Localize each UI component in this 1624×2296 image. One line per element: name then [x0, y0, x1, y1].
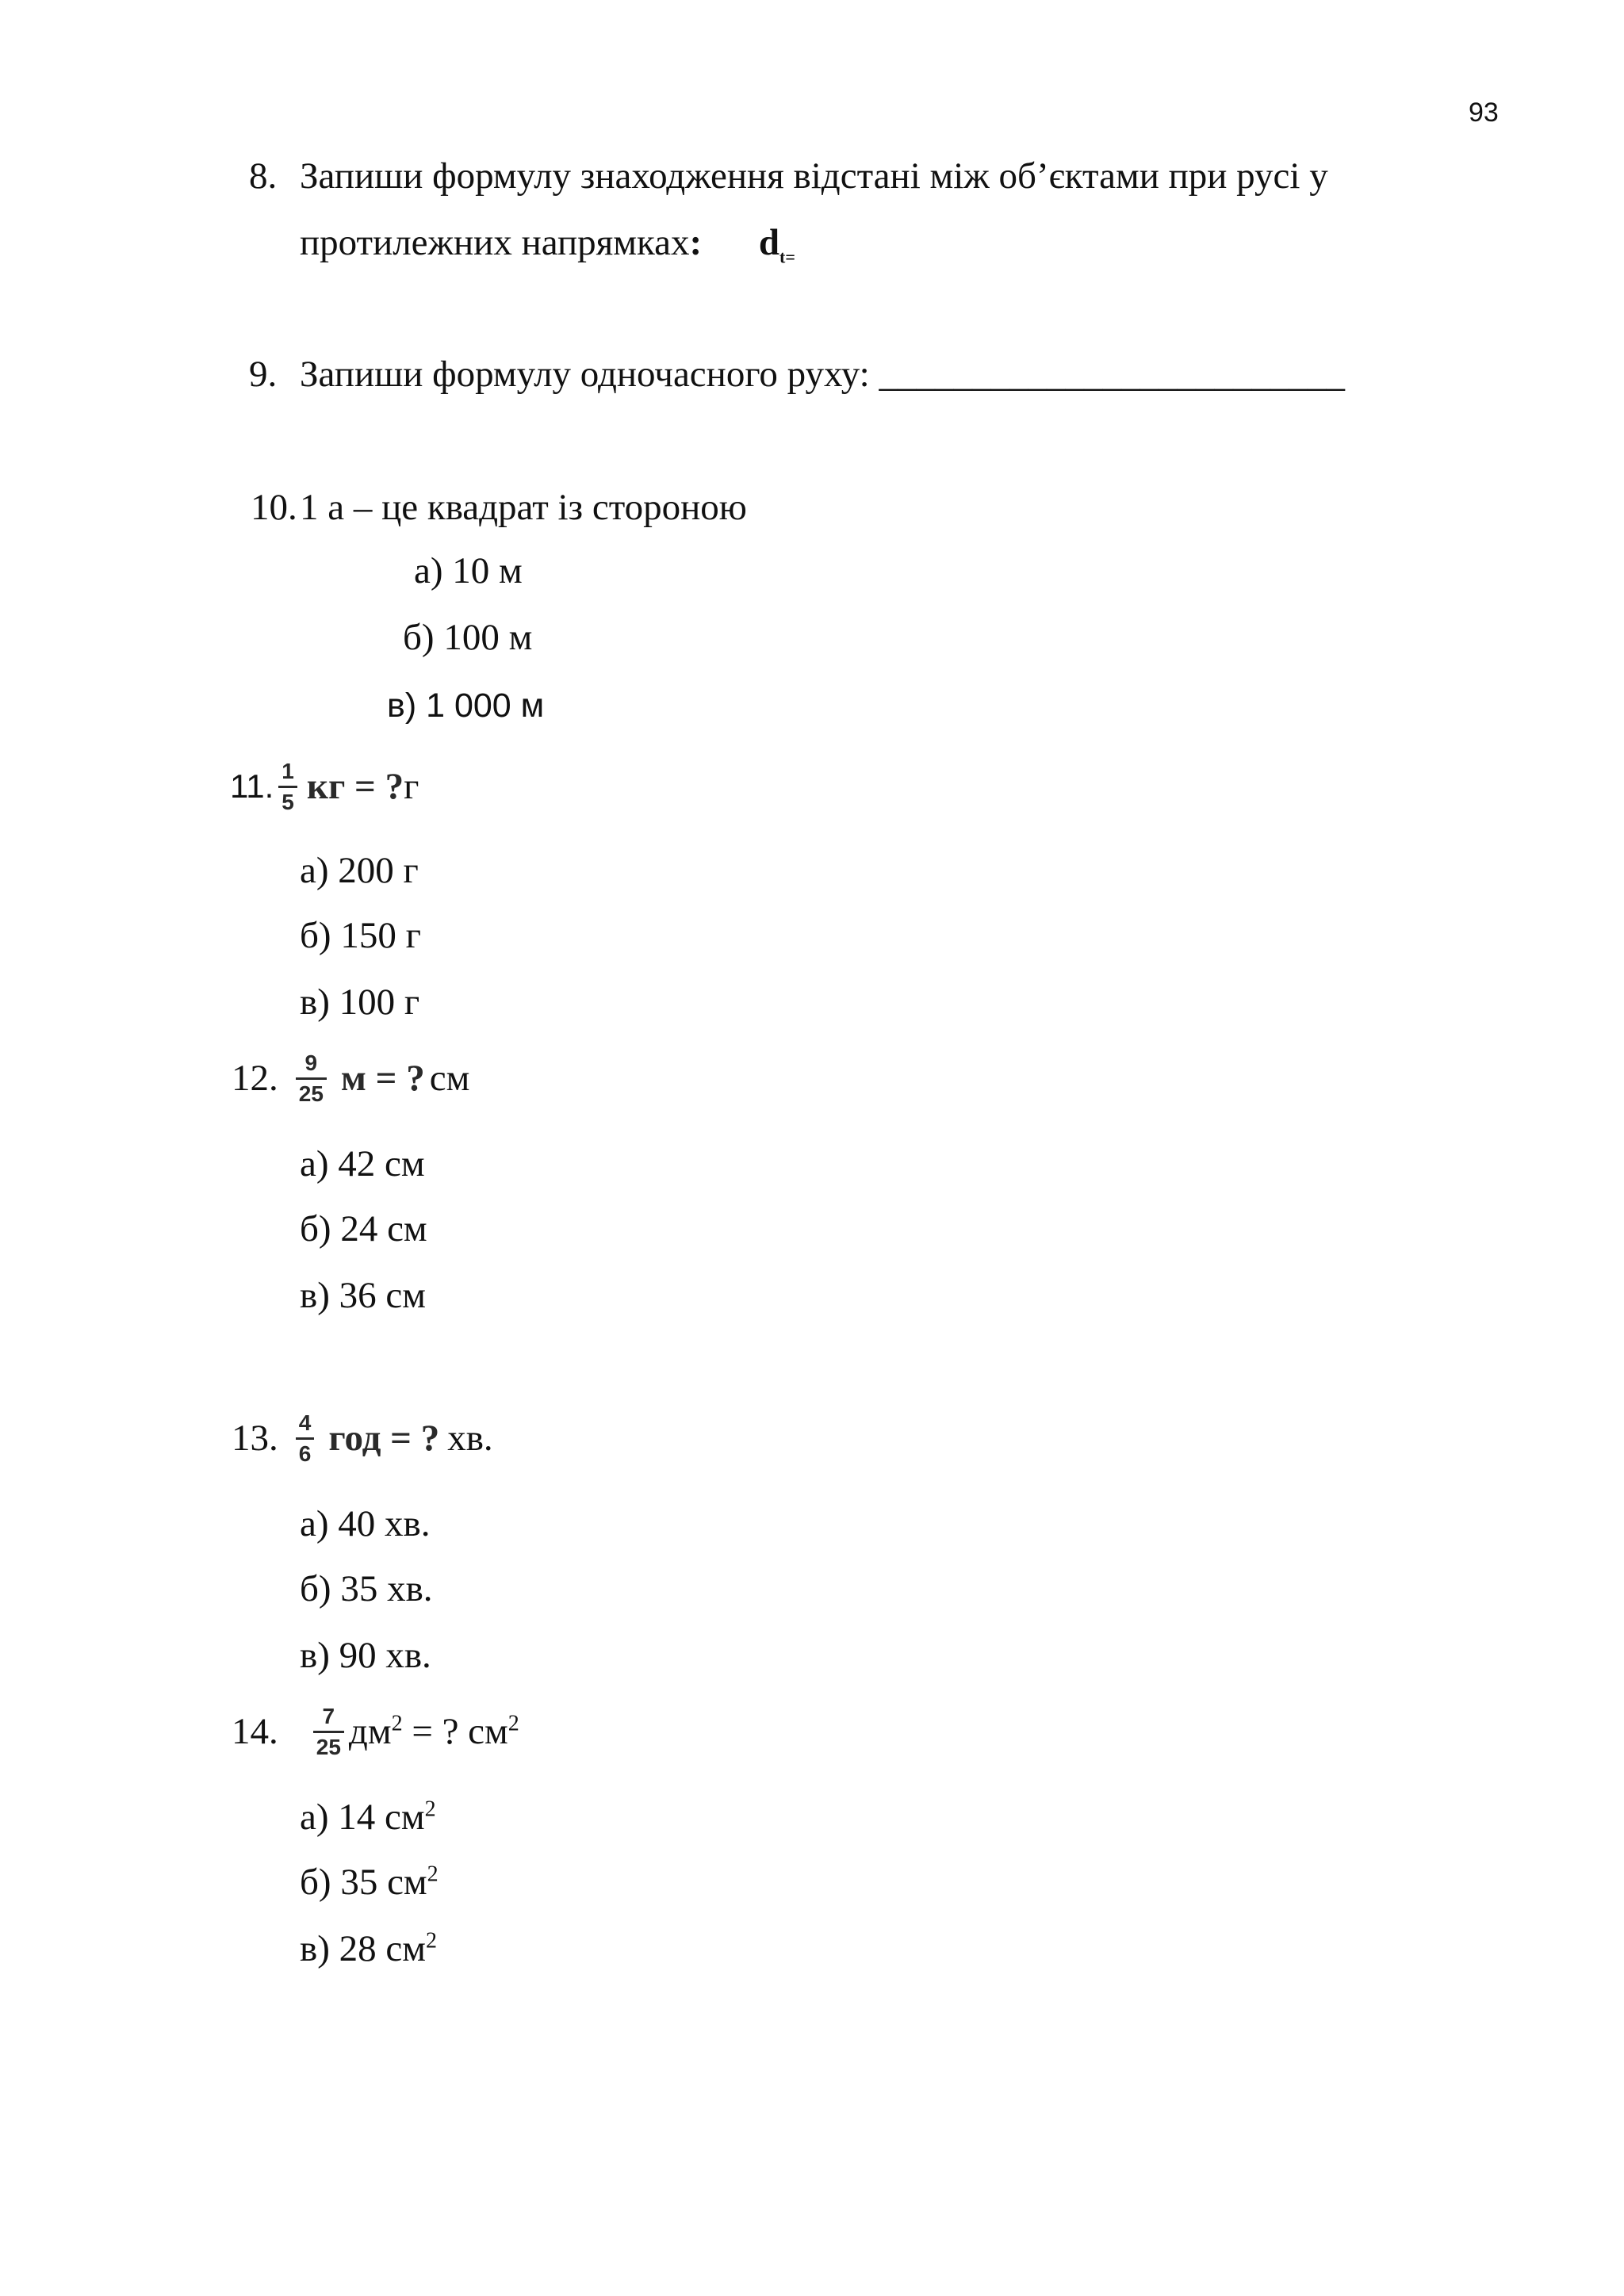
q11-option-b: б) 150 г: [300, 915, 421, 956]
q10-number: 10.: [251, 487, 297, 528]
q13-option-b: б) 35 хв.: [300, 1568, 433, 1609]
q14-line: [232, 1693, 519, 1770]
q12-unit: м = ?: [340, 1058, 425, 1099]
q11-fraction-denominator: 5: [278, 786, 297, 815]
q10-option-a: а) 10 м: [414, 550, 523, 591]
q13-option-c: в) 90 хв.: [300, 1635, 431, 1676]
q11-fraction: [278, 759, 297, 815]
q14-fraction-numerator: 7: [322, 1703, 335, 1728]
q14-sq-a: 2: [391, 1711, 403, 1736]
q9-line: [300, 352, 1345, 396]
q14-option-b-text: б) 35 см: [300, 1862, 427, 1903]
q8-formula-main: d: [758, 222, 780, 263]
q13-unit: год = ?: [328, 1418, 440, 1459]
q13-tail: хв.: [447, 1418, 493, 1459]
q11-option-c: в) 100 г: [300, 982, 420, 1023]
q10-option-c: в) 1 000 м: [387, 687, 545, 725]
q11-option-a: а) 200 г: [300, 850, 419, 891]
q14-option-c: [300, 1927, 437, 1971]
q8-text-line2-text: протилежних напрямках: [300, 222, 690, 263]
q9-number: 9.: [249, 354, 278, 395]
q14-option-b: [300, 1860, 439, 1904]
q11-line: [230, 748, 419, 825]
q8-formula-sub: t=: [779, 247, 795, 267]
q14-number: 14.: [232, 1711, 278, 1752]
q11-fraction-numerator: 1: [282, 758, 294, 783]
q9-blank: _________________________: [879, 354, 1345, 395]
page-number: 93: [1469, 98, 1499, 128]
q10-option-b: б) 100 м: [403, 617, 533, 658]
q12-number: 12.: [232, 1058, 278, 1099]
q14-option-a-sq: 2: [424, 1797, 436, 1822]
q8-formula: [758, 222, 795, 267]
q14-option-a: [300, 1795, 436, 1839]
q14-sq-b: 2: [508, 1711, 519, 1736]
q10-text: 1 а – це квадрат із стороною: [300, 487, 747, 528]
q14-expression: [349, 1709, 519, 1754]
q13-option-a: а) 40 хв.: [300, 1503, 431, 1544]
q12-tail: см: [429, 1058, 470, 1099]
q14-option-b-sq: 2: [427, 1862, 439, 1887]
q14-fraction: [313, 1704, 344, 1760]
q9-text: Запиши формулу одночасного руху:: [300, 354, 870, 395]
q13-fraction-numerator: 4: [298, 1410, 312, 1435]
q12-option-a: а) 42 см: [300, 1143, 425, 1184]
q11-tail: г: [404, 766, 419, 807]
q14-fraction-denominator: 25: [313, 1731, 344, 1760]
q13-number: 13.: [232, 1418, 278, 1459]
q14-option-c-text: в) 28 см: [300, 1928, 426, 1969]
q14-middle: = ? см: [402, 1711, 508, 1752]
q12-option-b: б) 24 см: [300, 1208, 427, 1249]
q8-number: 8.: [249, 155, 278, 197]
q14-option-c-sq: 2: [425, 1928, 437, 1954]
q8-text-line1: Запиши формулу знаходження відстані між об’єктами при русі у: [300, 155, 1328, 197]
q8-colon: :: [689, 222, 703, 263]
q13-line: [232, 1400, 493, 1476]
q14-option-a-text: а) 14 см: [300, 1797, 425, 1838]
q12-fraction-numerator: 9: [304, 1050, 318, 1075]
q12-line: [232, 1040, 469, 1116]
q12-fraction-denominator: 25: [296, 1077, 327, 1107]
q14-unit-a: дм: [348, 1711, 392, 1752]
q8-text-line2: [300, 220, 795, 265]
q12-option-c: в) 36 см: [300, 1275, 426, 1316]
q13-fraction-denominator: 6: [296, 1437, 315, 1467]
q12-fraction: [296, 1050, 327, 1107]
q11-unit: кг = ?: [306, 766, 404, 807]
q13-fraction: [296, 1410, 315, 1467]
q11-number: 11.: [230, 767, 274, 805]
